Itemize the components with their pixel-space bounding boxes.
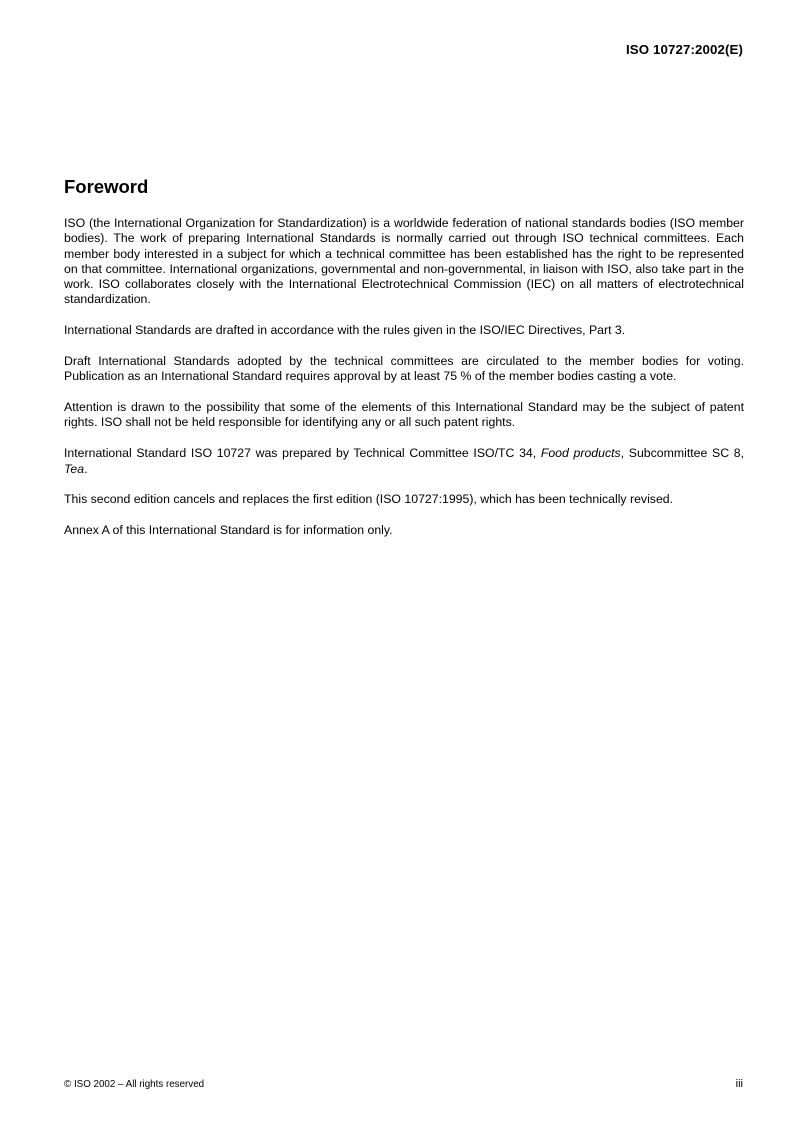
committee-text-end: . (84, 461, 88, 476)
footer-page-number: iii (735, 1078, 743, 1090)
committee-name: Food products (540, 446, 621, 461)
footer-copyright: © ISO 2002 – All rights reserved (64, 1079, 205, 1090)
subcommittee-name: Tea (64, 461, 85, 476)
foreword-body (64, 216, 744, 554)
paragraph-voting: Draft International Standards adopted by the technical committees are circulated to the member bodies for voting. Publication as an International Standard requires approval by at least 75 % of the member bodies casting a vote. (64, 354, 744, 384)
paragraph-iso-description: ISO (the International Organization for Standardization) is a worldwide federation of national standards bodies (ISO member bodies). The work of preparing International Standards is normally carried out through ISO technical committees. Each member body interested in a subject for which a technical committee has been established has the right to be represented on that committee. International organizations, governmental and non-governmental, in liaison with ISO, also take part in the work. ISO collaborates closely with the International Electrotechnical Commission (IEC) on all matters of electrotechnical standardization. (64, 216, 744, 307)
paragraph-annex: Annex A of this International Standard is for information only. (64, 523, 393, 538)
paragraph-directives: International Standards are drafted in accordance with the rules given in the ISO/IEC Directives, Part 3. (64, 323, 626, 338)
paragraph-committee (64, 446, 744, 477)
page-title: Foreword (64, 176, 149, 197)
committee-text-middle: , Subcommittee SC 8, (620, 446, 745, 461)
paragraph-edition: This second edition cancels and replaces the first edition (ISO 10727:1995), which has been technically revised. (64, 492, 674, 507)
paragraph-patent-rights: Attention is drawn to the possibility that some of the elements of this International Standard may be the subject of patent rights. ISO shall not be held responsible for identifying any or all such patent rights. (64, 400, 744, 430)
committee-text-start: International Standard ISO 10727 was prepared by Technical Committee ISO/TC 34, (64, 446, 541, 461)
document-identifier: ISO 10727:2002(E) (625, 42, 743, 57)
